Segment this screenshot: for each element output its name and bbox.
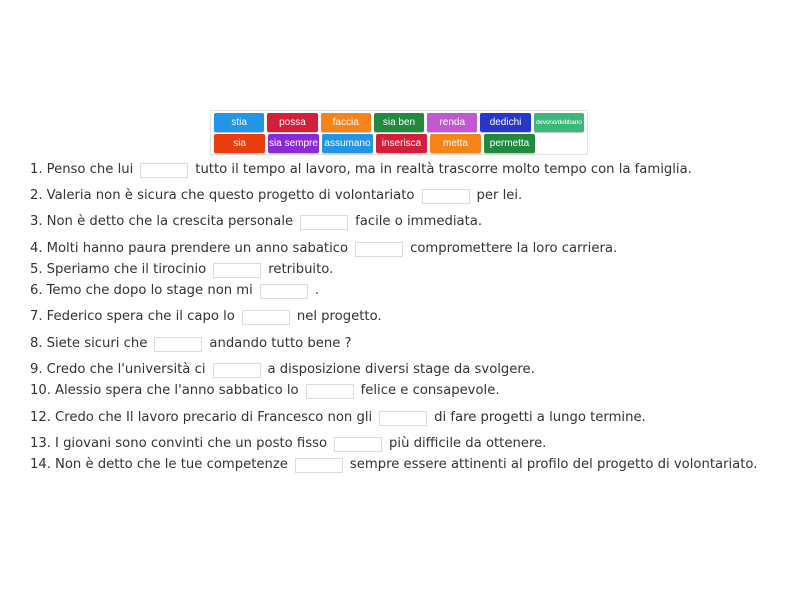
answer-drop-slot[interactable] xyxy=(213,263,261,278)
sentence-text-after: retribuito. xyxy=(268,262,334,277)
sentence-text-after: felice e consapevole. xyxy=(360,383,500,398)
sentence-row xyxy=(30,186,522,206)
answer-drop-slot[interactable] xyxy=(422,189,470,204)
word-tile[interactable]: permetta xyxy=(484,134,535,153)
sentence-number: 8. xyxy=(30,336,43,351)
answer-drop-slot[interactable] xyxy=(140,163,188,178)
sentence-text-after: compromettere la loro carriera. xyxy=(410,241,618,256)
sentence-number: 1. xyxy=(30,162,43,177)
answer-drop-slot[interactable] xyxy=(306,384,354,399)
sentence-text-before: Valeria non è sicura che questo progetto di volontariato xyxy=(46,188,415,203)
answer-drop-slot[interactable] xyxy=(334,437,382,452)
sentence-row xyxy=(30,212,482,232)
sentence-text-before: Federico spera che il capo lo xyxy=(46,309,235,324)
answer-drop-slot[interactable] xyxy=(379,411,427,426)
word-tile[interactable]: dedichi xyxy=(480,113,530,132)
sentence-text-after: . xyxy=(314,283,320,298)
sentence-text-before: Credo che l'università ci xyxy=(46,362,206,377)
word-tile[interactable]: assumano xyxy=(322,134,373,153)
sentence-number: 5. xyxy=(30,262,43,277)
sentence-row xyxy=(30,334,352,354)
word-tile[interactable]: metta xyxy=(430,134,481,153)
answer-drop-slot[interactable] xyxy=(213,363,261,378)
sentence-number: 7. xyxy=(30,309,43,324)
sentence-text-after: per lei. xyxy=(476,188,523,203)
sentence-text-after: nel progetto. xyxy=(296,309,382,324)
sentence-text-before: Non è detto che le tue competenze xyxy=(54,457,288,472)
answer-drop-slot[interactable] xyxy=(242,310,290,325)
sentence-row xyxy=(30,307,382,327)
sentence-number: 10. xyxy=(30,383,51,398)
word-tile[interactable]: renda xyxy=(427,113,477,132)
word-bank xyxy=(210,110,588,155)
word-bank-row-2 xyxy=(214,134,584,153)
sentence-text-before: Speriamo che il tirocinio xyxy=(46,262,207,277)
word-tile[interactable]: stia xyxy=(214,113,264,132)
sentence-text-after: più difficile da ottenere. xyxy=(389,436,547,451)
word-tile[interactable]: inserisca xyxy=(376,134,427,153)
sentence-number: 4. xyxy=(30,241,43,256)
sentence-number: 13. xyxy=(30,436,51,451)
sentence-row xyxy=(30,434,546,454)
answer-drop-slot[interactable] xyxy=(295,458,343,473)
sentence-number: 12. xyxy=(30,410,51,425)
sentence-row xyxy=(30,408,646,428)
sentence-row xyxy=(30,260,333,280)
sentence-number: 6. xyxy=(30,283,43,298)
sentence-text-after: facile o immediata. xyxy=(355,214,483,229)
sentence-number: 3. xyxy=(30,214,43,229)
answer-drop-slot[interactable] xyxy=(154,337,202,352)
sentence-text-after: andando tutto bene ? xyxy=(209,336,352,351)
sentence-row xyxy=(30,160,692,180)
sentence-text-before: Siete sicuri che xyxy=(46,336,148,351)
sentence-row xyxy=(30,381,500,401)
sentence-row xyxy=(30,281,319,301)
sentence-text-before: I giovani sono convinti che un posto fisso xyxy=(54,436,328,451)
word-tile[interactable]: sia sempre xyxy=(268,134,319,153)
sentence-number: 9. xyxy=(30,362,43,377)
sentence-row xyxy=(30,360,535,380)
answer-drop-slot[interactable] xyxy=(260,284,308,299)
sentence-text-after: sempre essere attinenti al profilo del progetto di volontariato. xyxy=(349,457,758,472)
sentence-text-after: a disposizione diversi stage da svolgere. xyxy=(267,362,535,377)
word-tile[interactable]: sia ben xyxy=(374,113,424,132)
word-tile[interactable]: sia xyxy=(214,134,265,153)
sentence-text-before: Temo che dopo lo stage non mi xyxy=(46,283,253,298)
sentence-text-after: di fare progetti a lungo termine. xyxy=(434,410,646,425)
answer-drop-slot[interactable] xyxy=(300,215,348,230)
sentence-text-after: tutto il tempo al lavoro, ma in realtà trascorre molto tempo con la famiglia. xyxy=(195,162,692,177)
sentence-text-before: Alessio spera che l'anno sabbatico lo xyxy=(54,383,299,398)
word-tile[interactable]: faccia xyxy=(321,113,371,132)
sentence-text-before: Non è detto che la crescita personale xyxy=(46,214,294,229)
sentence-row xyxy=(30,455,757,475)
sentence-row xyxy=(30,239,617,259)
sentence-text-before: Molti hanno paura prendere un anno sabatico xyxy=(46,241,349,256)
sentence-text-before: Credo che Il lavoro precario di Francesco non gli xyxy=(54,410,373,425)
sentence-number: 2. xyxy=(30,188,43,203)
word-tile[interactable]: devono/debbano xyxy=(534,113,584,132)
word-bank-row-1 xyxy=(214,113,584,132)
sentence-number: 14. xyxy=(30,457,51,472)
answer-drop-slot[interactable] xyxy=(355,242,403,257)
word-tile[interactable]: possa xyxy=(267,113,317,132)
sentence-text-before: Penso che lui xyxy=(46,162,134,177)
